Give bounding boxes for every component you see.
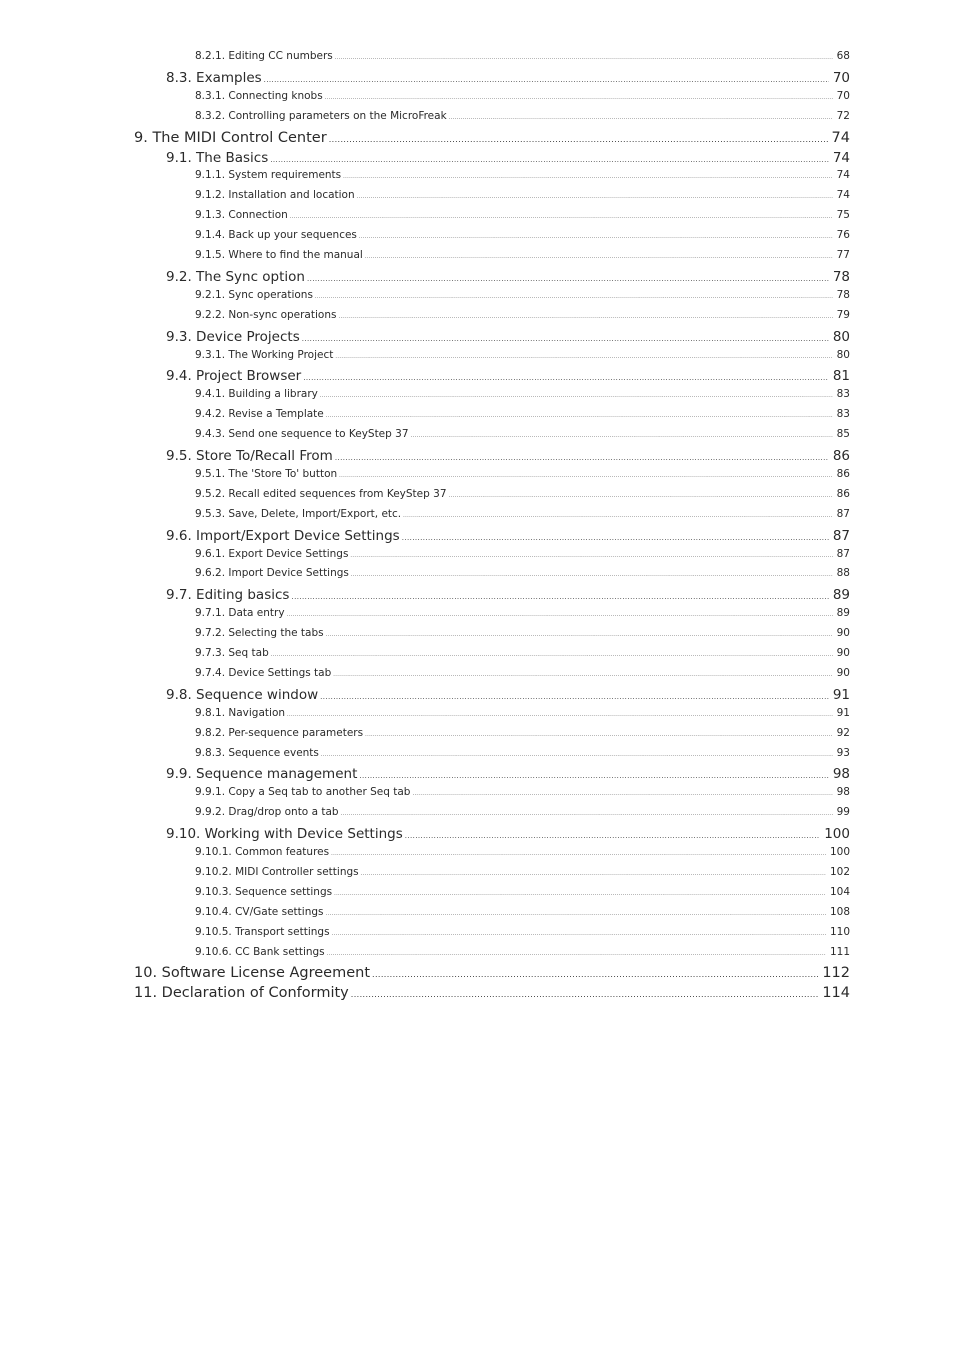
toc-dot-leader [315,289,833,301]
toc-entry[interactable] [195,667,850,687]
toc-entry-page: 89 [836,607,850,620]
toc-entry-title: 9.10.3. Sequence settings [195,885,333,898]
toc-entry[interactable] [166,150,850,170]
toc-entry-page: 80 [836,348,850,361]
toc-entry-title: 9.8. Sequence window [166,686,319,703]
toc-entry[interactable] [195,388,850,408]
toc-entry-title: 9.1. The Basics [166,149,269,166]
toc-dot-leader [411,428,833,440]
toc-entry-page: 87 [836,507,850,520]
toc-entry-page: 87 [836,547,850,560]
toc-dot-leader [287,607,833,619]
toc-entry-title: 9.9. Sequence management [166,766,358,783]
toc-dot-leader [343,169,832,181]
toc-entry-page: 87 [832,527,850,544]
toc-entry-title: 9.10.4. CV/Gate settings [195,905,324,918]
toc-entry-title: 9.9.2. Drag/drop onto a tab [195,806,339,819]
toc-entry[interactable] [195,567,850,587]
toc-entry-title: 8.3.2. Controlling parameters on the MicroFreak [195,109,447,122]
toc-dot-leader [291,587,828,603]
toc-dot-leader [357,189,833,201]
toc-entry-title: 9.1.2. Installation and location [195,189,355,202]
toc-entry-page: 108 [829,905,850,918]
toc-entry-title: 11. Declaration of Conformity [134,985,349,1002]
toc-entry[interactable] [195,488,850,508]
toc-dot-leader [335,50,833,62]
toc-entry-page: 110 [829,925,850,938]
toc-entry-title: 8.2.1. Editing CC numbers [195,50,333,62]
toc-entry-title: 8.3. Examples [166,69,262,86]
toc-entry-page: 78 [836,288,850,301]
toc-entry[interactable] [195,886,850,906]
toc-dot-leader [365,249,833,261]
toc-entry[interactable] [195,627,850,647]
toc-entry[interactable] [195,508,850,528]
toc-entry-page: 83 [836,388,850,401]
toc-entry[interactable] [195,349,850,369]
toc-dot-leader [270,150,829,166]
toc-entry-page: 89 [832,587,850,604]
toc-entry[interactable] [166,329,850,349]
toc-entry-title: 9.10.5. Transport settings [195,925,330,938]
toc-entry-title: 8.3.1. Connecting knobs [195,89,323,102]
toc-dot-leader [331,846,826,858]
toc-dot-leader [405,826,820,842]
toc-entry[interactable] [195,846,850,866]
toc-entry-page: 90 [836,666,850,679]
toc-dot-leader [339,468,832,480]
toc-entry-title: 9.3.1. The Working Project [195,348,334,361]
toc-entry-title: 9.8.1. Navigation [195,706,286,719]
toc-dot-leader [449,110,833,122]
toc-dot-leader [320,388,833,400]
toc-entry-title: 9.2. The Sync option [166,268,305,285]
toc-entry-title: 9. The MIDI Control Center [134,129,327,146]
toc-entry-page: 90 [836,627,850,640]
toc-dot-leader [403,508,832,520]
toc-entry-page: 80 [832,328,850,345]
toc-entry-page: 86 [832,448,850,464]
toc-entry-page: 114 [822,985,850,1002]
toc-dot-leader [338,309,832,321]
toc-entry-title: 9.3. Device Projects [166,328,300,345]
toc-entry[interactable] [195,229,850,249]
toc-entry[interactable] [195,548,850,568]
toc-entry-page: 83 [836,408,850,421]
toc-dot-leader [335,448,829,464]
toc-entry-title: 9.7.2. Selecting the tabs [195,627,324,640]
toc-entry[interactable] [166,368,850,388]
toc-entry[interactable] [195,249,850,269]
toc-entry-page: 104 [829,885,850,898]
toc-entry-page: 93 [836,746,850,759]
toc-entry-title: 9.8.2. Per-sequence parameters [195,726,364,739]
toc-dot-leader [351,985,819,1001]
toc-entry[interactable] [166,269,850,289]
toc-entry-title: 9.7.1. Data entry [195,607,285,620]
toc-entry[interactable] [134,130,850,150]
toc-dot-leader [402,528,829,544]
toc-entry-title: 9.8.3. Sequence events [195,746,319,759]
toc-dot-leader [365,727,833,739]
toc-entry-title: 9.1.5. Where to find the manual [195,249,363,261]
toc-entry-page: 91 [832,686,850,703]
toc-entry[interactable] [166,587,850,607]
toc-entry-page: 88 [836,567,850,580]
toc-entry-title: 9.4.1. Building a library [195,388,318,401]
toc-entry[interactable] [195,428,850,448]
toc-entry[interactable] [195,209,850,229]
toc-entry-title: 9.10. Working with Device Settings [166,826,403,843]
toc-dot-leader [326,408,833,420]
toc-entry-title: 9.4. Project Browser [166,368,302,385]
toc-entry-title: 9.5. Store To/Recall From [166,448,333,464]
toc-entry[interactable] [195,747,850,767]
toc-entry[interactable] [195,926,850,946]
toc-dot-leader [332,926,826,938]
toc-dot-leader [302,329,829,345]
toc-entry-page: 112 [822,965,850,982]
toc-dot-leader [412,786,832,798]
toc-entry-page: 98 [832,766,850,783]
toc-entry[interactable] [195,189,850,209]
toc-entry-page: 72 [836,109,850,122]
toc-entry-page: 78 [832,268,850,285]
toc-entry[interactable] [195,110,850,130]
toc-entry-title: 9.6.2. Import Device Settings [195,567,349,580]
toc-entry-title: 9.1.4. Back up your sequences [195,229,357,242]
toc-dot-leader [359,229,833,241]
toc-entry[interactable] [195,90,850,110]
toc-dot-leader [372,965,818,981]
toc-dot-leader [327,946,826,958]
toc-entry-title: 9.10.6. CC Bank settings [195,945,325,958]
toc-entry-page: 90 [836,647,850,659]
toc-entry[interactable] [195,806,850,826]
toc-entry-title: 9.2.2. Non-sync operations [195,308,337,321]
toc-entry-page: 79 [836,308,850,321]
toc-entry-page: 81 [832,368,850,385]
toc-entry-page: 74 [832,149,850,166]
toc-entry[interactable] [166,528,850,548]
toc-entry-page: 70 [836,89,850,102]
toc-dot-leader [325,906,825,918]
toc-entry-title: 10. Software License Agreement [134,965,371,982]
toc-entry-page: 74 [836,189,850,202]
toc-entry-title: 9.7.4. Device Settings tab [195,666,332,679]
toc-entry[interactable] [195,866,850,886]
toc-dot-leader [334,886,826,898]
toc-dot-leader [321,747,833,759]
toc-entry[interactable] [166,448,850,468]
toc-entry-title: 9.10.1. Common features [195,846,330,858]
toc-entry-title: 9.6. Import/Export Device Settings [166,527,400,544]
toc-entry[interactable] [195,169,850,189]
toc-dot-leader [361,866,826,878]
toc-entry-page: 70 [832,69,850,86]
toc-entry[interactable] [166,766,850,786]
toc-entry[interactable] [195,468,850,488]
toc-entry-page: 92 [836,726,850,739]
toc-entry-title: 9.1.3. Connection [195,209,288,222]
toc-dot-leader [351,567,833,579]
toc-dot-leader [333,667,832,679]
toc-entry[interactable] [195,647,850,667]
toc-dot-leader [271,647,833,659]
toc-dot-leader [335,349,832,361]
toc-entry-page: 86 [836,467,850,480]
toc-entry-page: 86 [836,487,850,500]
toc-entry[interactable] [166,687,850,707]
toc-dot-leader [329,130,828,146]
toc-dot-leader [307,269,829,285]
toc-entry-page: 74 [831,129,850,146]
toc-entry-page: 102 [829,865,850,878]
toc-entry-title: 9.4.3. Send one sequence to KeyStep 37 [195,428,409,441]
toc-dot-leader [359,766,828,782]
toc-entry[interactable] [195,309,850,329]
toc-dot-leader [350,548,832,560]
toc-entry-page: 100 [829,846,850,858]
toc-entry-title: 9.9.1. Copy a Seq tab to another Seq tab [195,786,411,799]
toc-entry[interactable] [134,985,850,1005]
toc-entry-title: 9.7. Editing basics [166,587,290,604]
toc-entry-page: 91 [836,706,850,719]
toc-entry-page: 111 [829,945,850,958]
toc-entry-title: 9.6.1. Export Device Settings [195,547,349,560]
toc-entry[interactable] [166,70,850,90]
toc-dot-leader [325,90,833,102]
toc-entry[interactable] [195,727,850,747]
toc-dot-leader [320,687,829,703]
toc-entry-title: 9.5.3. Save, Delete, Import/Export, etc. [195,507,402,520]
toc-entry-page: 75 [836,209,850,222]
toc-dot-leader [287,707,833,719]
toc-entry-title: 9.10.2. MIDI Controller settings [195,865,359,878]
toc-entry-title: 9.5.1. The 'Store To' button [195,467,338,480]
toc-entry-page: 74 [836,169,850,182]
toc-entry[interactable] [195,906,850,926]
toc-entry[interactable] [134,965,850,985]
toc-dot-leader [326,627,833,639]
toc-entry-page: 100 [824,826,850,843]
toc-entry[interactable] [195,607,850,627]
toc-dot-leader [290,209,833,221]
toc-dot-leader [341,806,833,818]
toc-entry[interactable] [166,826,850,846]
toc-entry-page: 77 [836,249,850,261]
toc-entry-title: 9.5.2. Recall edited sequences from KeyStep 37 [195,487,447,500]
toc-dot-leader [264,70,829,86]
toc-entry-page: 99 [836,806,850,819]
toc-entry[interactable] [195,786,850,806]
toc-entry[interactable] [195,707,850,727]
toc-entry-title: 9.7.3. Seq tab [195,647,269,659]
toc-entry-title: 9.1.1. System requirements [195,169,342,182]
toc-entry[interactable] [195,946,850,966]
toc-entry[interactable] [195,50,850,70]
toc-entry-page: 98 [836,786,850,799]
toc-entry[interactable] [195,289,850,309]
toc-entry-page: 85 [836,428,850,441]
toc-dot-leader [449,488,833,500]
toc-entry-title: 9.2.1. Sync operations [195,288,313,301]
toc-entry-page: 76 [836,229,850,242]
toc-entry-page: 68 [836,50,850,62]
toc-dot-leader [303,368,829,384]
toc-entry-title: 9.4.2. Revise a Template [195,408,324,421]
toc-entry[interactable] [195,408,850,428]
